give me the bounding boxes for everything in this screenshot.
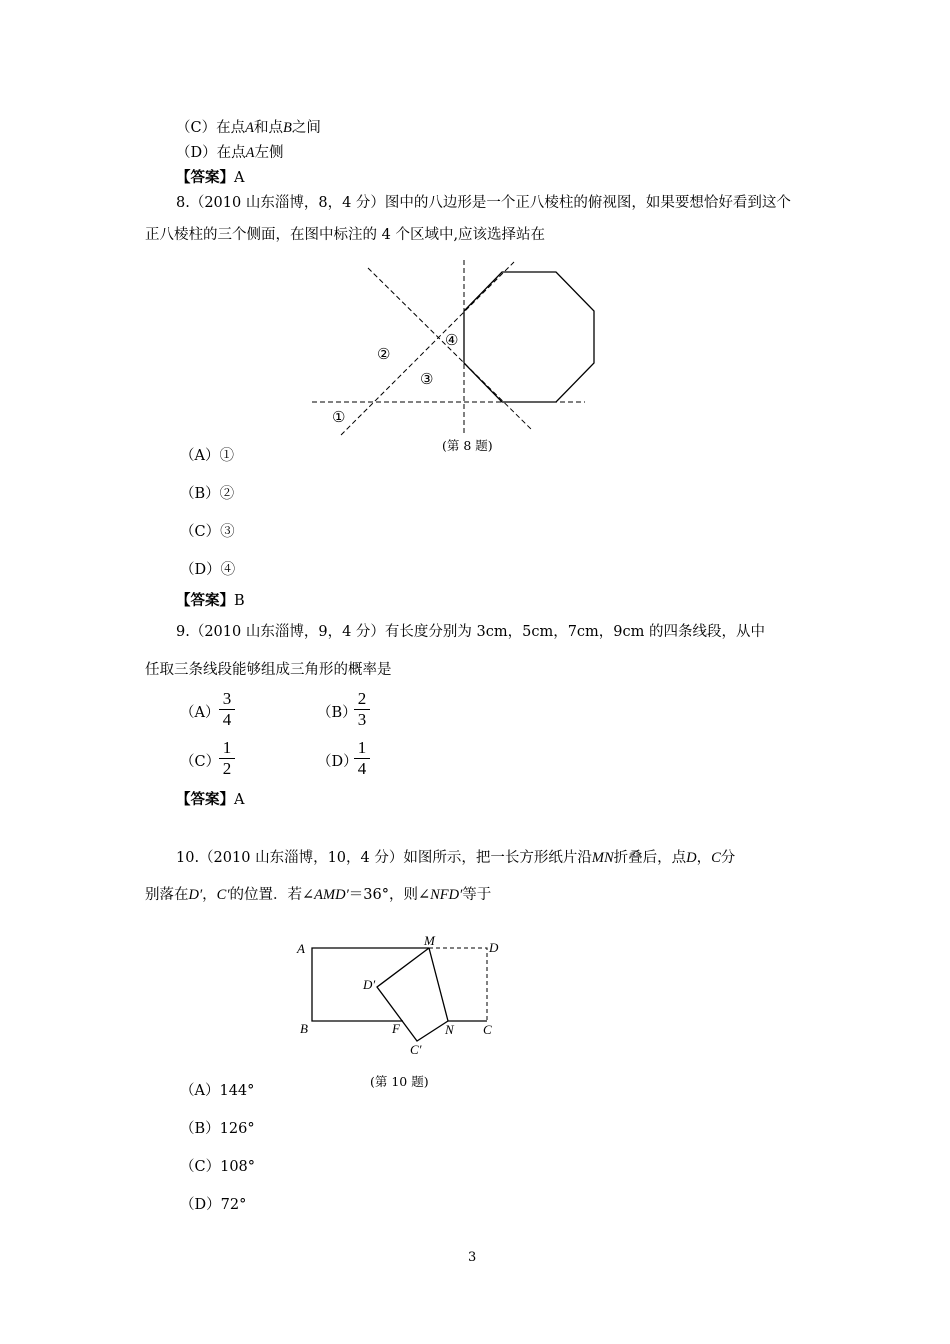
- region-label-3: ③: [420, 370, 434, 388]
- region-label-2: ②: [377, 345, 391, 363]
- point-B: B: [300, 1021, 308, 1036]
- dashed-line-diagonal-up: [341, 262, 514, 435]
- point-A: A: [297, 941, 305, 956]
- region-label-4: ④: [445, 331, 459, 349]
- q8-answer: 【答案】B: [176, 592, 245, 609]
- q7-answer: 【答案】A: [176, 169, 245, 186]
- q10-stem-line1: 10.（2010 山东淄博，10，4 分）如图所示，把一长方形纸片沿MN折叠后，点D，C分: [176, 850, 736, 866]
- q9-option-b-fraction: 2 3: [354, 690, 370, 729]
- q10-option-a: （A）144°: [180, 1083, 255, 1099]
- q8-stem-line2: 正八棱柱的三个侧面，在图中标注的 4 个区域中,应该选择站在: [145, 227, 546, 243]
- q10-figure-caption: (第 10 题): [370, 1074, 429, 1089]
- q8-option-c: （C）③: [180, 524, 235, 540]
- point-C: C: [483, 1022, 492, 1037]
- region-label-1: ①: [332, 408, 346, 426]
- q8-option-b: （B）②: [180, 486, 235, 502]
- q8-stem-line1: 8.（2010 山东淄博，8，4 分）图中的八边形是一个正八棱柱的俯视图，如果要想恰好看到这个: [176, 195, 791, 211]
- q10-option-c: （C）108°: [180, 1159, 256, 1175]
- point-M: M: [424, 933, 435, 948]
- q9-option-d-label: （D）: [317, 754, 358, 770]
- q10-option-b: （B）126°: [180, 1121, 255, 1137]
- q7-option-c: （C）在点A和点B之间: [176, 120, 321, 136]
- q7-option-d: （D）在点A左侧: [176, 145, 284, 161]
- q9-option-a-fraction: 3 4: [219, 690, 235, 729]
- q8-figure-octagon: [0, 0, 950, 470]
- q10-option-d: （D）72°: [180, 1197, 247, 1213]
- q8-figure-caption: (第 8 题): [442, 438, 493, 453]
- point-F: F: [392, 1021, 400, 1036]
- original-position-dashed: [429, 948, 487, 1021]
- q9-option-b-label: （B）: [317, 705, 357, 721]
- q9-answer: 【答案】A: [176, 791, 245, 808]
- point-D: D: [489, 940, 499, 955]
- page-number: 3: [468, 1250, 477, 1265]
- q8-option-a: （A）①: [180, 448, 234, 464]
- q9-option-a-label: （A）: [180, 705, 220, 721]
- q9-option-c-fraction: 1 2: [219, 739, 235, 778]
- folded-part-outline: [377, 948, 448, 1041]
- q9-stem-line2: 任取三条线段能够组成三角形的概率是: [145, 662, 392, 678]
- q9-stem-line1: 9.（2010 山东淄博，9，4 分）有长度分别为 3cm，5cm，7cm，9cm 的四条线段，从中: [176, 624, 766, 640]
- point-N: N: [445, 1022, 454, 1037]
- q10-figure-folded-rectangle: [0, 920, 950, 1070]
- point-D-prime: D′: [363, 977, 376, 992]
- q9-option-c-label: （C）: [180, 754, 221, 770]
- point-C-prime: C′: [410, 1042, 422, 1057]
- q10-stem-line2: 别落在D′，C′的位置．若∠AMD′＝36°，则∠NFD′等于: [145, 887, 492, 903]
- q9-option-d-fraction: 1 4: [354, 739, 370, 778]
- q8-option-d: （D）④: [180, 562, 236, 578]
